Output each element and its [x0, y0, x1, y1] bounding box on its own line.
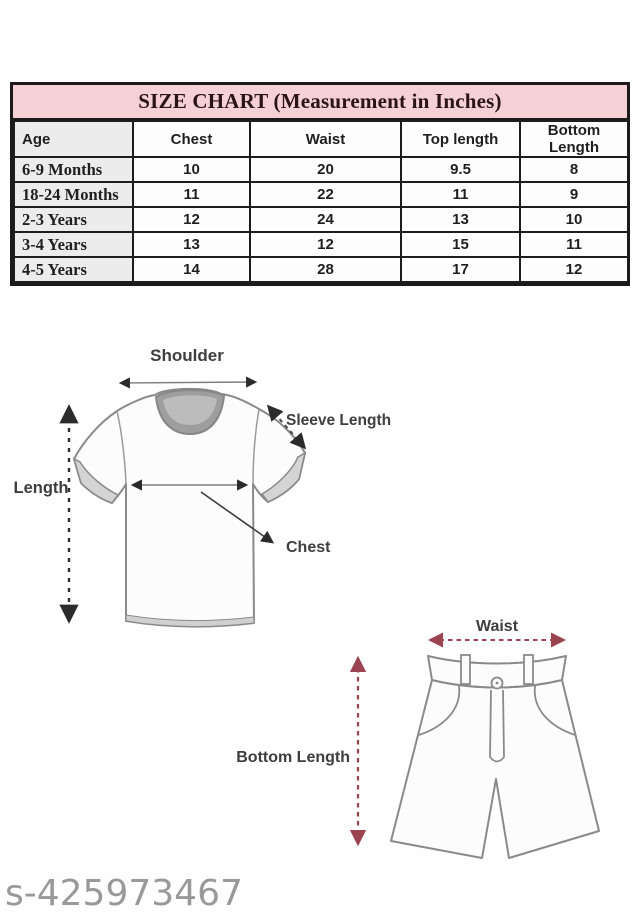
watermark-id-text: s-425973467 — [5, 873, 243, 914]
bottom-length-label: Bottom Length — [236, 749, 350, 766]
shorts-diagram — [236, 618, 599, 858]
measurement-diagrams — [0, 330, 639, 890]
bottom-length-value: 8 — [520, 157, 628, 182]
chest-label: Chest — [286, 539, 331, 556]
waist-value: 24 — [250, 207, 401, 232]
shorts-belt-loop-right — [524, 655, 533, 684]
col-header-top-length: Top length — [401, 121, 520, 157]
table-row — [14, 157, 628, 182]
top-length-value: 9.5 — [401, 157, 520, 182]
top-length-value: 13 — [401, 207, 520, 232]
table-row — [14, 257, 628, 282]
size-chart-title: SIZE CHART (Measurement in Inches) — [13, 85, 627, 120]
chest-value: 13 — [133, 232, 250, 257]
bottom-length-value: 11 — [520, 232, 628, 257]
age-value: 18-24 Months — [14, 182, 133, 207]
table-row — [14, 232, 628, 257]
shoulder-arrow — [121, 382, 255, 383]
size-chart-table — [10, 82, 630, 286]
col-header-bottom-length: Bottom Length — [520, 121, 628, 157]
table-row — [14, 182, 628, 207]
age-value: 3-4 Years — [14, 232, 133, 257]
top-length-value: 11 — [401, 182, 520, 207]
shorts-button-dot — [496, 682, 499, 685]
age-value: 4-5 Years — [14, 257, 133, 282]
shorts-belt-loop-left — [461, 655, 470, 684]
col-header-chest: Chest — [133, 121, 250, 157]
shorts-body-outline — [391, 680, 599, 858]
bottom-length-value: 10 — [520, 207, 628, 232]
length-label: Length — [13, 479, 69, 497]
age-value: 6-9 Months — [14, 157, 133, 182]
top-length-value: 15 — [401, 232, 520, 257]
chest-value: 14 — [133, 257, 250, 282]
chest-value: 10 — [133, 157, 250, 182]
measurements-table — [13, 120, 629, 283]
sleeve-length-label: Sleeve Length — [286, 412, 392, 429]
col-header-waist: Waist — [250, 121, 401, 157]
tshirt-diagram — [14, 346, 392, 627]
table-row — [14, 207, 628, 232]
waist-value: 20 — [250, 157, 401, 182]
shoulder-label: Shoulder — [150, 346, 224, 365]
waist-value: 22 — [250, 182, 401, 207]
bottom-length-value: 12 — [520, 257, 628, 282]
col-header-age: Age — [14, 121, 133, 157]
waist-value: 12 — [250, 232, 401, 257]
bottom-length-value: 9 — [520, 182, 628, 207]
waist-label: Waist — [475, 618, 519, 635]
chest-value: 11 — [133, 182, 250, 207]
age-value: 2-3 Years — [14, 207, 133, 232]
waist-value: 28 — [250, 257, 401, 282]
chest-value: 12 — [133, 207, 250, 232]
top-length-value: 17 — [401, 257, 520, 282]
table-header-row — [14, 121, 628, 157]
